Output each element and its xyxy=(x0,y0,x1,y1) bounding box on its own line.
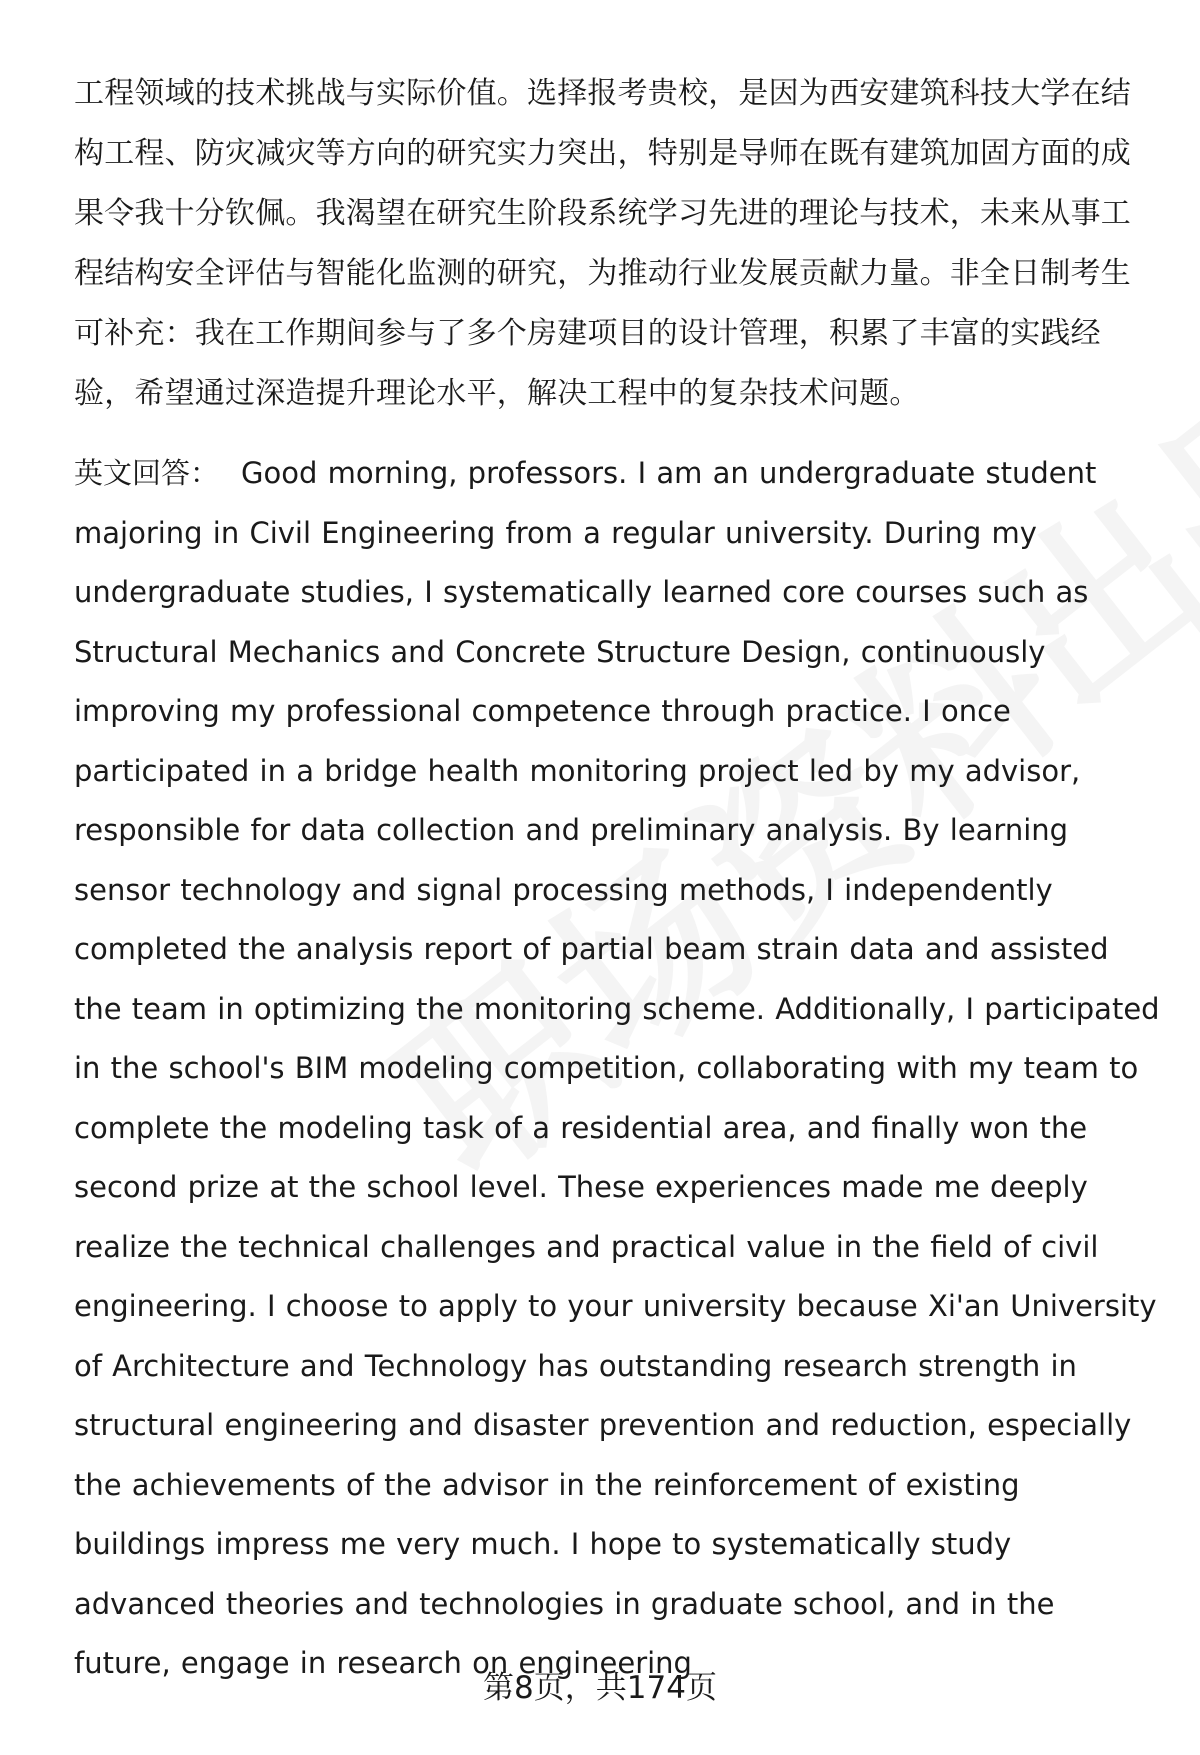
chinese-paragraph: 工程领域的技术挑战与实际价值。选择报考贵校，是因为西安建筑科技大学在结构工程、防灾减灾等方向的研究实力突出，特别是导师在既有建筑加固方面的成果令我十分钦佩。我渴望在研究生阶段系统学习先进的理论与技术，未来从事工程结构安全评估与智能化监测的研究，为推动行业发展贡献力量。非全日制考生可补充：我在工作期间参与了多个房建项目的设计管理，积累了丰富的实践经验，希望通过深造提升理论水平，解决工程中的复杂技术问题。 xyxy=(74,76,1131,411)
page-number-footer: 第8页，共174页 xyxy=(483,1670,717,1706)
english-answer-paragraph xyxy=(74,444,1160,1694)
document-body xyxy=(74,64,1160,1694)
english-answer-label: 英文回答： xyxy=(74,456,220,490)
english-answer-text: Good morning, professors. I am an undergraduate student majoring in Civil Engineering from a regular university. During my undergraduate studies, I systematically learned core courses such as Structural Mechanics and Concrete Structure Design, continuously improving my professional competence through practice. I once participated in a bridge health monitoring project led by my advisor, responsible for data collection and preliminary analysis. By learning sensor technology and signal processing methods, I independently completed the analysis report of partial beam strain data and assisted the team in optimizing the monitoring scheme. Additionally, I participated in the school's BIM modeling competition, collaborating with my team to complete the modeling task of a residential area, and finally won the second prize at the school level. These experiences made me deeply realize the technical challenges and practical value in the field of civil engineering. I choose to apply to your university because Xi'an University of Architecture and Technology has outstanding research strength in structural engineering and disaster prevention and reduction, especially the achievements of the advisor in the reinforcement of existing buildings impress me very much. I hope to systematically study advanced theories and technologies in graduate school, and in the future, engage in research on engineering xyxy=(74,456,1160,1680)
